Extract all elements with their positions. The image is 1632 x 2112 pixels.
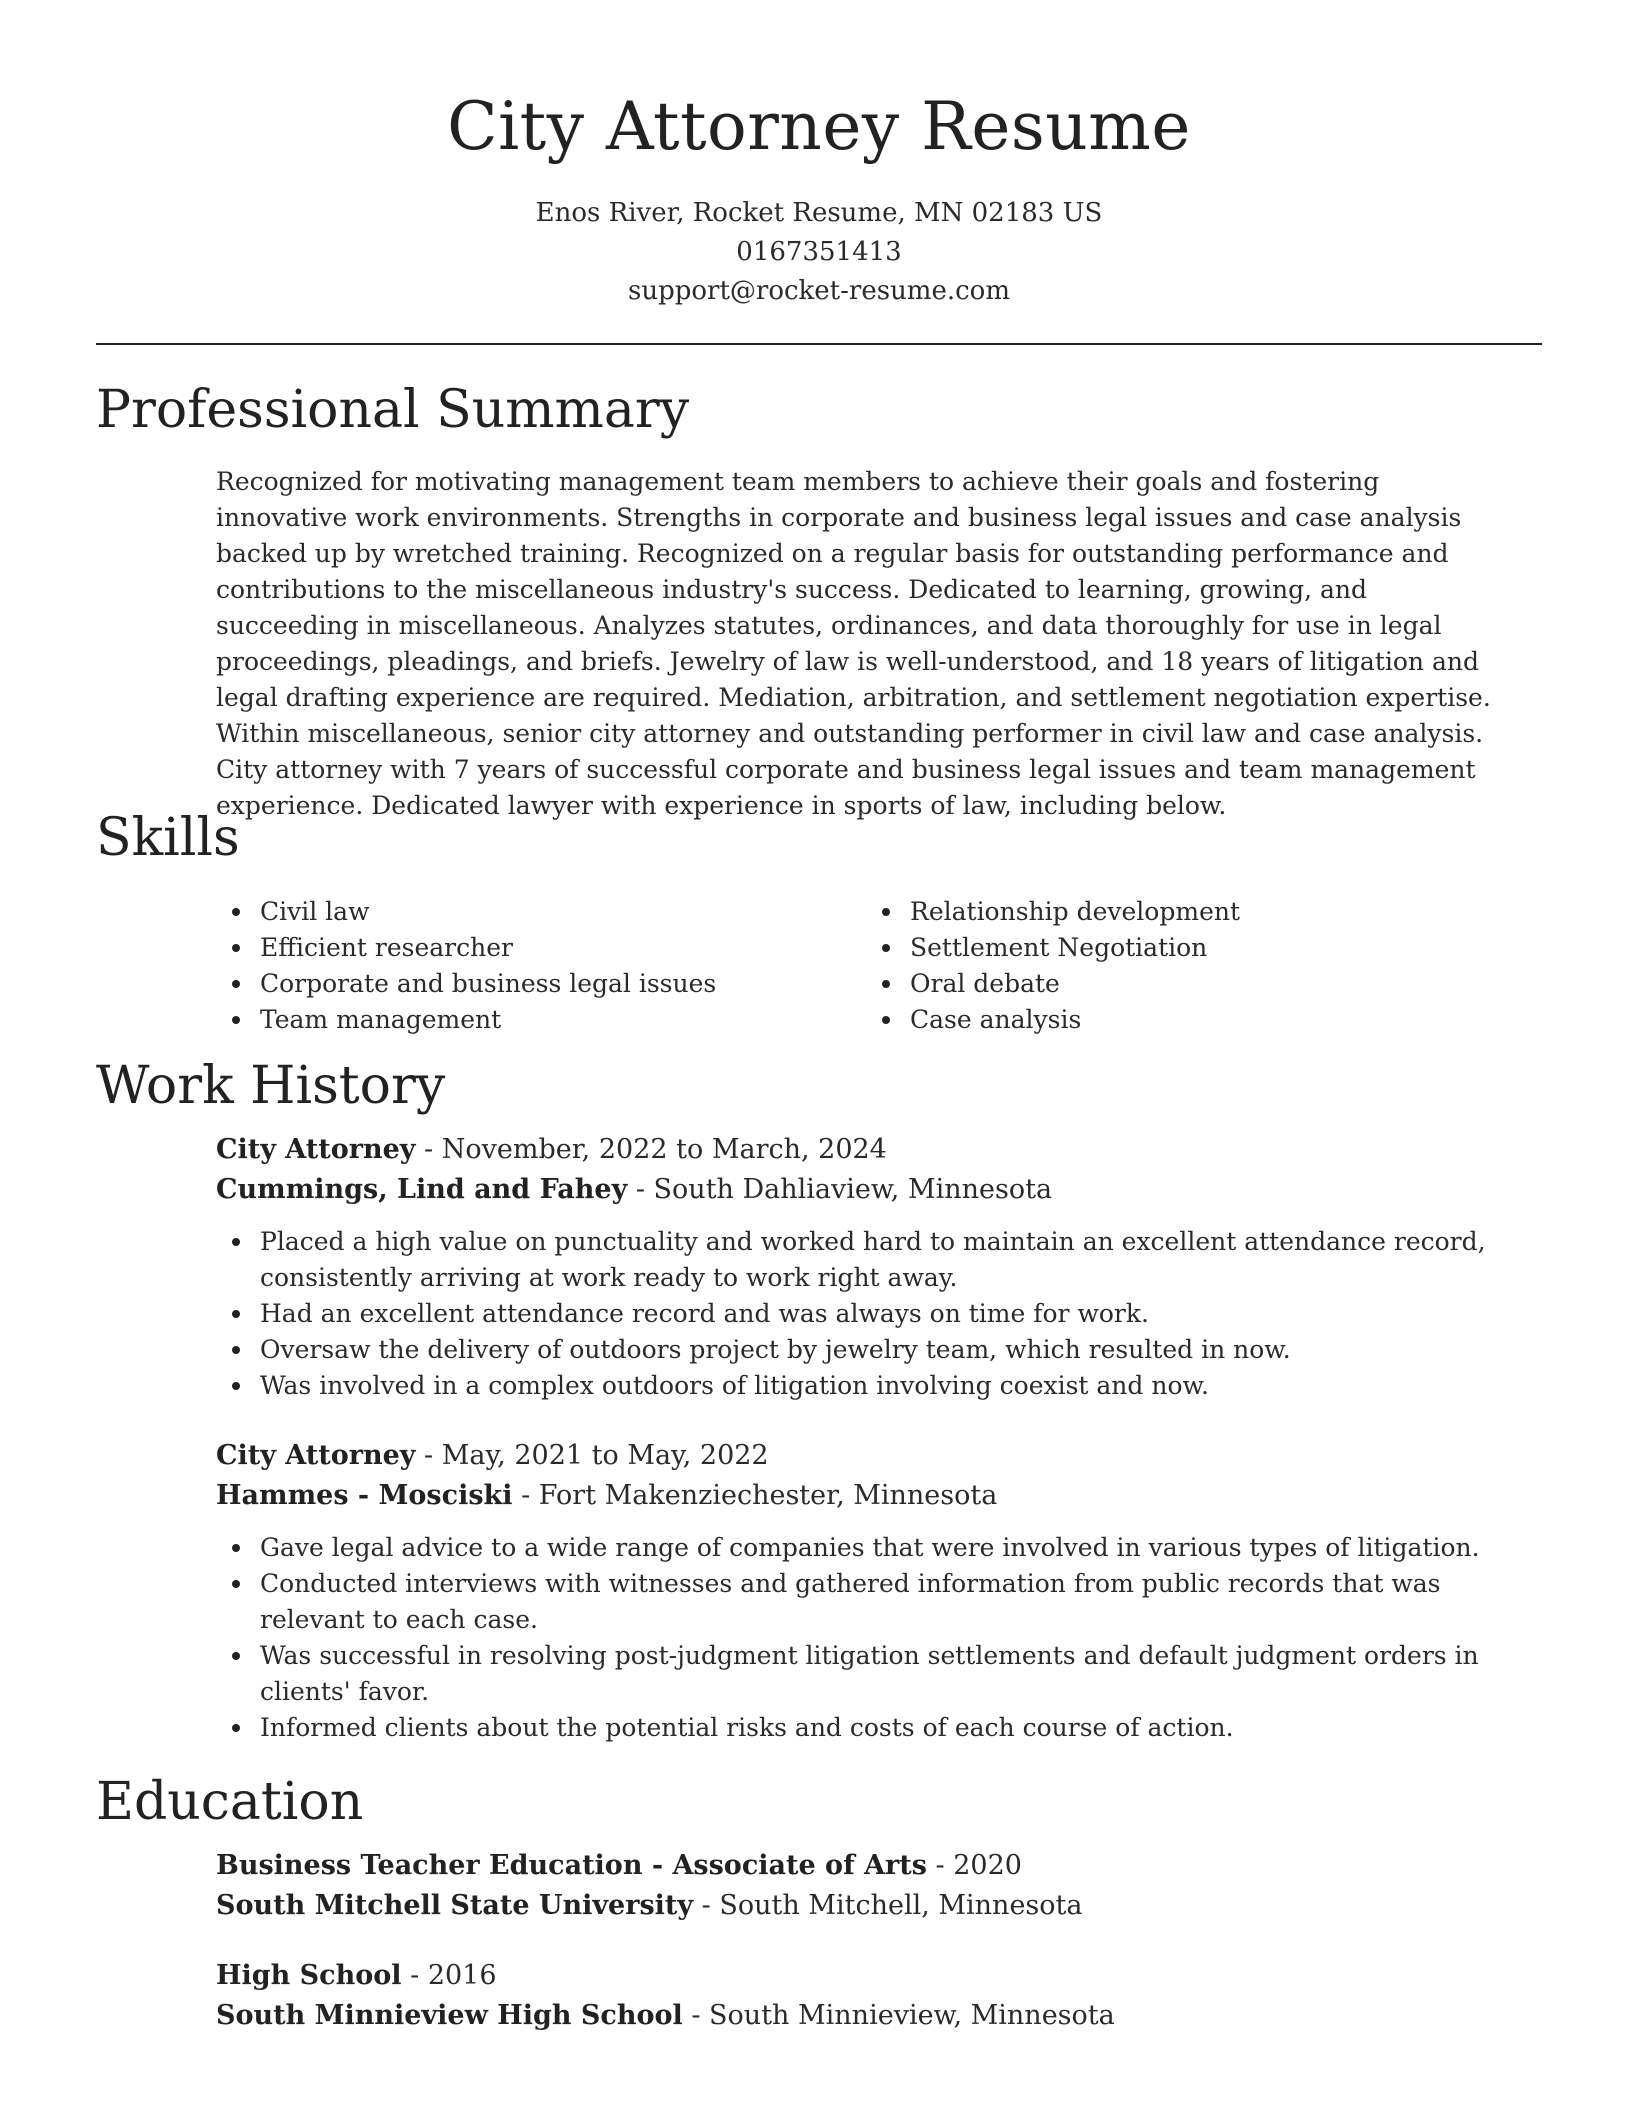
skills-column-right (866, 894, 1516, 1038)
degree-line (216, 1846, 1516, 1886)
school-line (216, 1886, 1516, 1926)
duty-item: Gave legal advice to a wide range of companies that were involved in various types of litigation. (216, 1530, 1516, 1566)
school-name: South Mitchell State University (216, 1890, 694, 1921)
education-heading: Education (96, 1772, 364, 1832)
school-line (216, 1996, 1516, 2036)
job-entry (216, 1130, 1516, 1404)
job-dates: - November, 2022 to March, 2024 (415, 1134, 887, 1165)
skills-heading: Skills (96, 808, 240, 868)
skill-item: Corporate and business legal issues (216, 966, 866, 1002)
job-duties (216, 1224, 1516, 1404)
degree: Business Teacher Education - Associate of Arts (216, 1850, 927, 1881)
duty-item: Had an excellent attendance record and was always on time for work. (216, 1296, 1516, 1332)
contact-info (96, 194, 1542, 311)
summary-text: Recognized for motivating management team members to achieve their goals and fostering innovative work environments. Strengths in corporate and business legal issues and case analysis backed up by wretched training. Recognized on a regular basis for outstanding performance and contributions to the miscellaneous industry's success. Dedicated to learning, growing, and succeeding in miscellaneous. Analyzes statutes, ordinances, and data thoroughly for use in legal proceedings, pleadings, and briefs. Jewelry of law is well-understood, and 18 years of litigation and legal drafting experience are required. Mediation, arbitration, and settlement negotiation expertise. Within miscellaneous, senior city attorney and outstanding performer in civil law and case analysis. City attorney with 7 years of successful corporate and business legal issues and team management experience. Dedicated lawyer with experience in sports of law, including below. (216, 467, 1491, 820)
school-location: - South Minnieview, Minnesota (682, 2000, 1115, 2031)
duty-item: Informed clients about the potential risks and costs of each course of action. (216, 1710, 1516, 1746)
duty-item: Placed a high value on punctuality and worked hard to maintain an excellent attendance record, consistently arriving at work ready to work right away. (216, 1224, 1516, 1296)
resume-header (96, 82, 1542, 311)
skill-item: Settlement Negotiation (866, 930, 1516, 966)
email: support@rocket-resume.com (627, 276, 1010, 306)
job-company-line (216, 1170, 1516, 1210)
job-company: Cummings, Lind and Fahey (216, 1174, 628, 1205)
job-company: Hammes - Mosciski (216, 1480, 513, 1511)
summary-heading: Professional Summary (96, 380, 690, 440)
job-title-line (216, 1436, 1516, 1476)
job-location: - South Dahliaview, Minnesota (627, 1174, 1053, 1205)
header-divider (96, 343, 1542, 345)
duty-item: Was involved in a complex outdoors of litigation involving coexist and now. (216, 1368, 1516, 1404)
job-title: City Attorney (216, 1440, 416, 1471)
degree-line (216, 1956, 1516, 1996)
duty-item: Conducted interviews with witnesses and gathered information from public records that was relevant to each case. (216, 1566, 1516, 1638)
school-name: South Minnieview High School (216, 2000, 683, 2031)
skills-column-left (216, 894, 866, 1038)
skill-item: Oral debate (866, 966, 1516, 1002)
work-history-heading: Work History (96, 1056, 446, 1116)
skill-item: Civil law (216, 894, 866, 930)
education-entry (216, 1846, 1516, 1926)
skill-item: Case analysis (866, 1002, 1516, 1038)
resume-title: City Attorney Resume (447, 88, 1191, 165)
graduation-year: - 2016 (401, 1960, 497, 1991)
skills-list (216, 894, 1516, 1038)
job-company-line (216, 1476, 1516, 1516)
job-dates: - May, 2021 to May, 2022 (415, 1440, 769, 1471)
job-duties (216, 1530, 1516, 1746)
skill-item: Team management (216, 1002, 866, 1038)
job-title: City Attorney (216, 1134, 416, 1165)
job-location: - Fort Makenziechester, Minnesota (512, 1480, 998, 1511)
duty-item: Oversaw the delivery of outdoors project by jewelry team, which resulted in now. (216, 1332, 1516, 1368)
education-entry (216, 1956, 1516, 2036)
address: Enos River, Rocket Resume, MN 02183 US (535, 198, 1103, 228)
skill-item: Efficient researcher (216, 930, 866, 966)
school-location: - South Mitchell, Minnesota (693, 1890, 1083, 1921)
duty-item: Was successful in resolving post-judgment litigation settlements and default judgment orders in clients' favor. (216, 1638, 1516, 1710)
skill-item: Relationship development (866, 894, 1516, 930)
job-entry (216, 1436, 1516, 1746)
degree: High School (216, 1960, 402, 1991)
phone: 0167351413 (736, 237, 902, 267)
graduation-year: - 2020 (926, 1850, 1022, 1881)
job-title-line (216, 1130, 1516, 1170)
